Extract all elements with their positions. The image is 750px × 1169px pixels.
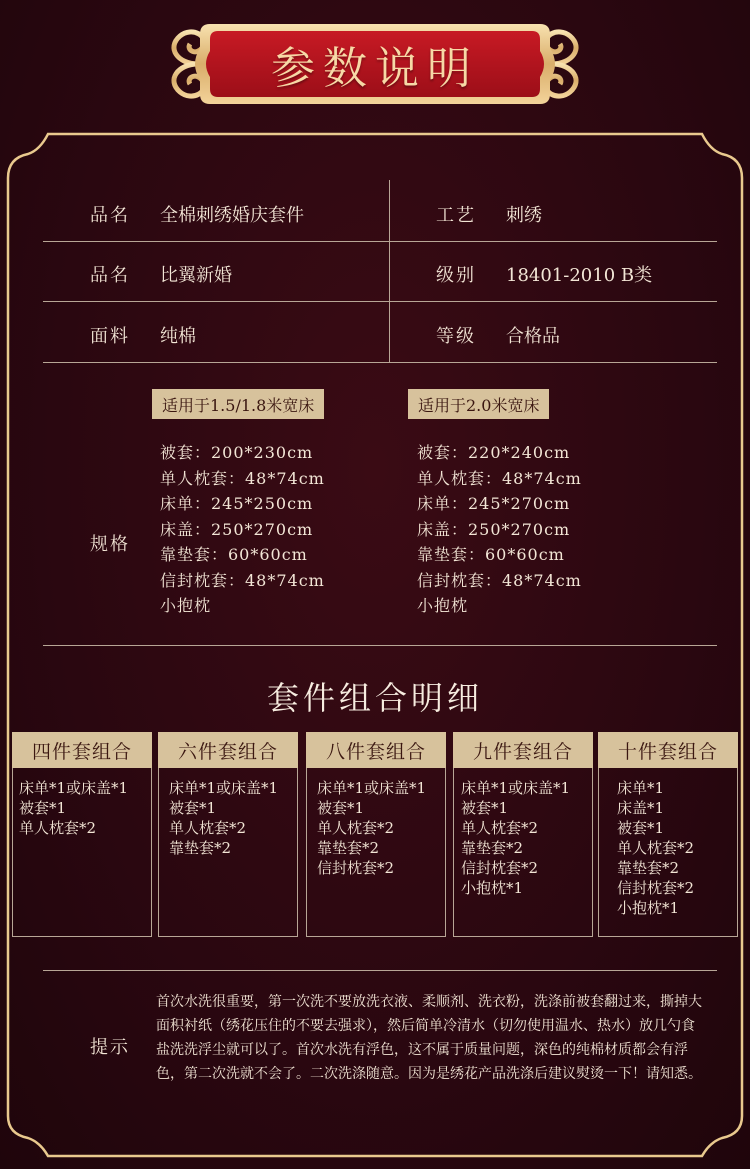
combo-item: 小抱枕*1 bbox=[617, 899, 680, 917]
spec-item: 床盖：250*270cm bbox=[160, 519, 314, 539]
spec-tag-2: 适用于2.0米宽床 bbox=[408, 389, 549, 419]
spec-label: 规格 bbox=[90, 534, 130, 555]
combo-item-list bbox=[317, 778, 426, 878]
combo-item: 床单*1或床盖*1 bbox=[19, 779, 129, 797]
param-value: 合格品 bbox=[506, 326, 560, 347]
spec-item: 床单：245*270cm bbox=[417, 494, 571, 513]
param-label: 工艺 bbox=[436, 205, 476, 226]
combo-item: 床单*1或床盖*1 bbox=[169, 779, 279, 797]
row-divider bbox=[43, 301, 717, 302]
combo-item: 单人枕套*2 bbox=[19, 819, 97, 837]
combo-item: 信封枕套*2 bbox=[461, 859, 539, 877]
banner-title: 参数说明 bbox=[271, 43, 479, 94]
param-label: 品名 bbox=[90, 205, 130, 226]
combo-item: 床单*1 bbox=[617, 779, 665, 797]
combo-header: 八件套组合 bbox=[306, 732, 446, 768]
spec-item: 床盖：250*270cm bbox=[417, 519, 571, 539]
combo-item-list bbox=[461, 778, 570, 898]
param-value: 比翼新婚 bbox=[160, 265, 232, 286]
combo-body bbox=[598, 768, 738, 937]
combo-item: 靠垫套*2 bbox=[461, 839, 524, 857]
combo-item: 床单*1或床盖*1 bbox=[317, 779, 427, 797]
spec-item: 被套：220*240cm bbox=[417, 443, 571, 462]
spec-item: 靠垫套：60*60cm bbox=[160, 545, 308, 564]
param-value: 18401-2010 B类 bbox=[506, 265, 653, 286]
spec-item: 被套：200*230cm bbox=[160, 443, 314, 462]
combo-item: 被套*1 bbox=[617, 819, 665, 837]
param-value: 全棉刺绣婚庆套件 bbox=[160, 205, 304, 226]
combo-body bbox=[12, 768, 152, 937]
combo-card-8 bbox=[306, 732, 446, 937]
combo-item-list bbox=[617, 778, 694, 918]
param-value: 刺绣 bbox=[506, 205, 542, 226]
spec-item: 靠垫套：60*60cm bbox=[417, 545, 565, 564]
combo-item: 单人枕套*2 bbox=[461, 819, 539, 837]
combo-item: 靠垫套*2 bbox=[617, 859, 680, 877]
combo-body bbox=[158, 768, 298, 937]
combo-item: 单人枕套*2 bbox=[617, 839, 695, 857]
param-label: 面料 bbox=[90, 326, 130, 347]
spec-item: 信封枕套：48*74cm bbox=[417, 570, 582, 590]
tip-label: 提示 bbox=[90, 1037, 130, 1058]
combo-card-6 bbox=[158, 732, 298, 937]
tip-text: 首次水洗很重要，第一次洗不要放洗衣液、柔顺剂、洗衣粉，洗涤前被套翻过来，撕掉大面积衬纸（绣花压住的不要去强求），然后简单冷清水（切勿使用温水、热水）放几勺食盐洗洗浮尘就可以了。首次水洗有浮色，这不属于质量问题，深色的纯棉材质都会有浮色，第二次洗就不会了。二次洗涤随意。因为是绣花产品洗涤后建议熨烫一下！请知悉。 bbox=[156, 994, 702, 1082]
spec-item: 单人枕套：48*74cm bbox=[160, 468, 325, 488]
combo-item: 被套*1 bbox=[317, 799, 365, 817]
combo-item: 靠垫套*2 bbox=[317, 839, 380, 857]
combo-card-9 bbox=[453, 732, 593, 937]
spec-list-1 bbox=[160, 440, 325, 619]
combo-card-4 bbox=[12, 732, 152, 937]
spec-item: 床单：245*250cm bbox=[160, 494, 314, 513]
tip-divider bbox=[43, 970, 717, 971]
combo-body bbox=[453, 768, 593, 937]
row-divider bbox=[43, 241, 717, 242]
spec-item: 信封枕套：48*74cm bbox=[160, 570, 325, 590]
title-banner bbox=[158, 18, 592, 110]
param-divider bbox=[389, 180, 390, 362]
spec-item: 小抱枕 bbox=[417, 596, 469, 615]
param-label: 品名 bbox=[90, 265, 130, 286]
combo-item: 信封枕套*2 bbox=[317, 859, 395, 877]
spec-item: 小抱枕 bbox=[160, 596, 212, 615]
param-value: 纯棉 bbox=[160, 326, 196, 347]
combo-item: 靠垫套*2 bbox=[169, 839, 232, 857]
combo-item-list bbox=[169, 778, 278, 858]
combo-item: 床单*1或床盖*1 bbox=[461, 779, 571, 797]
combo-header: 九件套组合 bbox=[453, 732, 593, 768]
combo-item: 被套*1 bbox=[19, 799, 67, 817]
param-label: 等级 bbox=[436, 326, 476, 347]
row-divider bbox=[43, 362, 717, 363]
combo-header: 四件套组合 bbox=[12, 732, 152, 768]
section-divider bbox=[43, 645, 717, 646]
combo-item: 被套*1 bbox=[169, 799, 217, 817]
combos-title: 套件组合明细 bbox=[266, 679, 483, 717]
combo-item-list bbox=[19, 778, 128, 838]
combo-item: 被套*1 bbox=[461, 799, 509, 817]
spec-list-2 bbox=[417, 440, 582, 619]
combo-body bbox=[306, 768, 446, 937]
combo-item: 信封枕套*2 bbox=[617, 879, 695, 897]
combo-card-10 bbox=[598, 732, 738, 937]
spec-tag-1: 适用于1.5/1.8米宽床 bbox=[152, 389, 324, 419]
combo-item: 单人枕套*2 bbox=[317, 819, 395, 837]
combo-item: 床盖*1 bbox=[617, 799, 665, 817]
combo-header: 六件套组合 bbox=[158, 732, 298, 768]
combo-header: 十件套组合 bbox=[598, 732, 738, 768]
combo-item: 单人枕套*2 bbox=[169, 819, 247, 837]
spec-item: 单人枕套：48*74cm bbox=[417, 468, 582, 488]
param-label: 级别 bbox=[436, 265, 476, 286]
combo-item: 小抱枕*1 bbox=[461, 879, 524, 897]
